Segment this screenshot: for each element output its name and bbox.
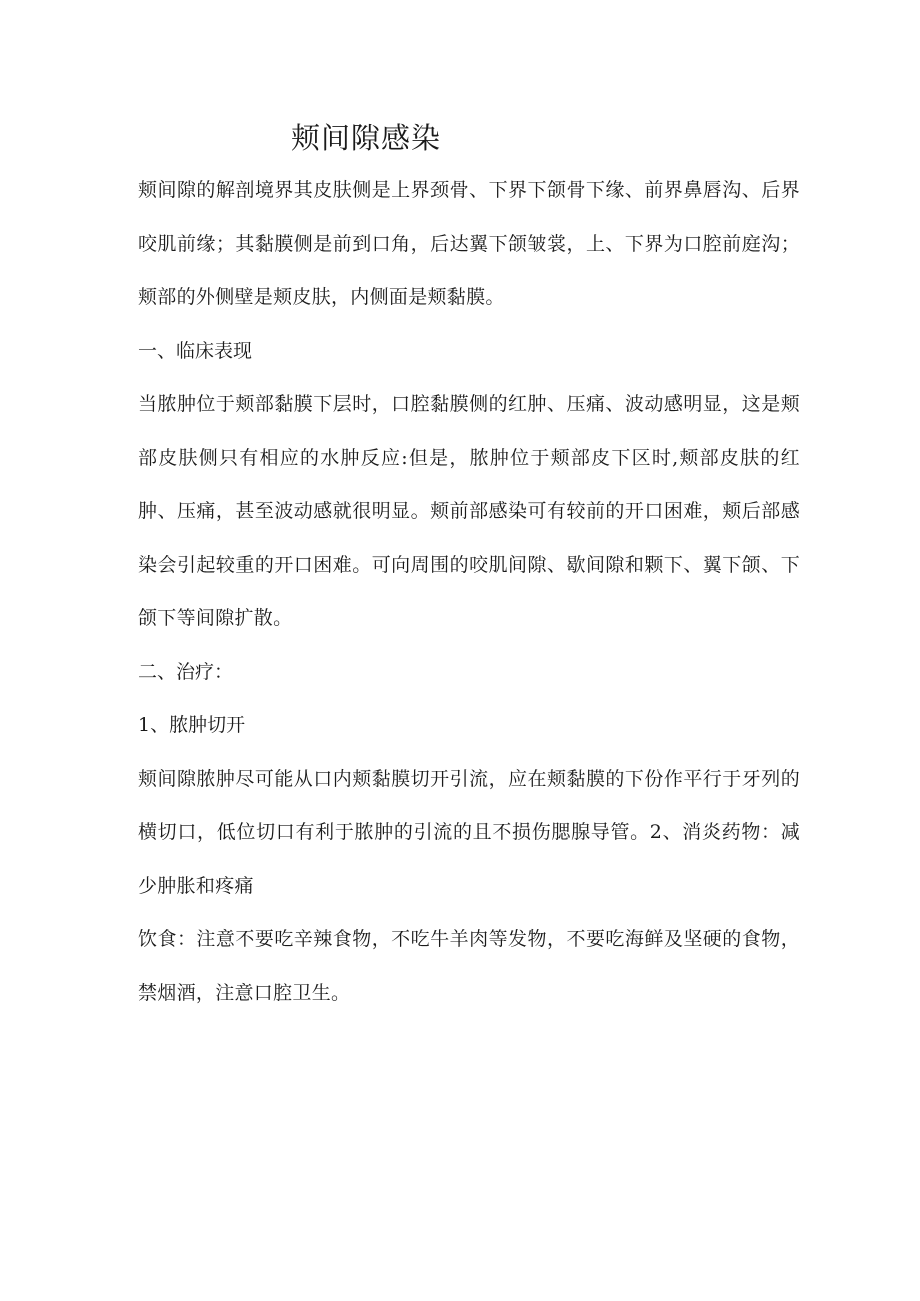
- diet-paragraph: 饮食：注意不要吃辛辣食物，不吃牛羊肉等发物，不要吃海鲜及坚硬的食物，禁烟酒，注意口腔卫生。: [138, 928, 800, 1004]
- document-body: [138, 164, 800, 1020]
- intro-paragraph: 颊间隙的解剖境界其皮肤侧是上界颈骨、下界下颌骨下缘、前界鼻唇沟、后界咬肌前缘；其黏膜侧是前到口角，后达翼下颌皱裳，上、下界为口腔前庭沟；颊部的外侧壁是颊皮肤，内侧面是颊黏膜。: [138, 179, 800, 308]
- section-treatment-heading: 二、治疗：: [138, 660, 234, 683]
- incision-paragraph: 颊间隙脓肿尽可能从口内颊黏膜切开引流，应在颊黏膜的下份作平行于牙列的横切口，低位切口有利于脓肿的引流的且不损伤腮腺导管。2、消炎药物：减少肿胀和疼痛: [138, 767, 800, 897]
- clinical-paragraph: 当脓肿位于颊部黏膜下层时，口腔黏膜侧的红肿、压痛、波动感明显，这是颊部皮肤侧只有相应的水肿反应:但是，脓肿位于颊部皮下区时,颊部皮肤的红肿、压痛，甚至波动感就很明显。颊前部感染可有较前的开口困难，颊后部感染会引起较重的开口困难。可向周围的咬肌间隙、歇间隙和颗下、翼下颌、下颌下等间隙扩散。: [138, 393, 800, 629]
- document-title: 颊间隙感染: [291, 121, 442, 155]
- subsection-incision-heading: 1、脓肿切开: [138, 714, 246, 736]
- section-clinical-heading: 一、临床表现: [138, 339, 253, 362]
